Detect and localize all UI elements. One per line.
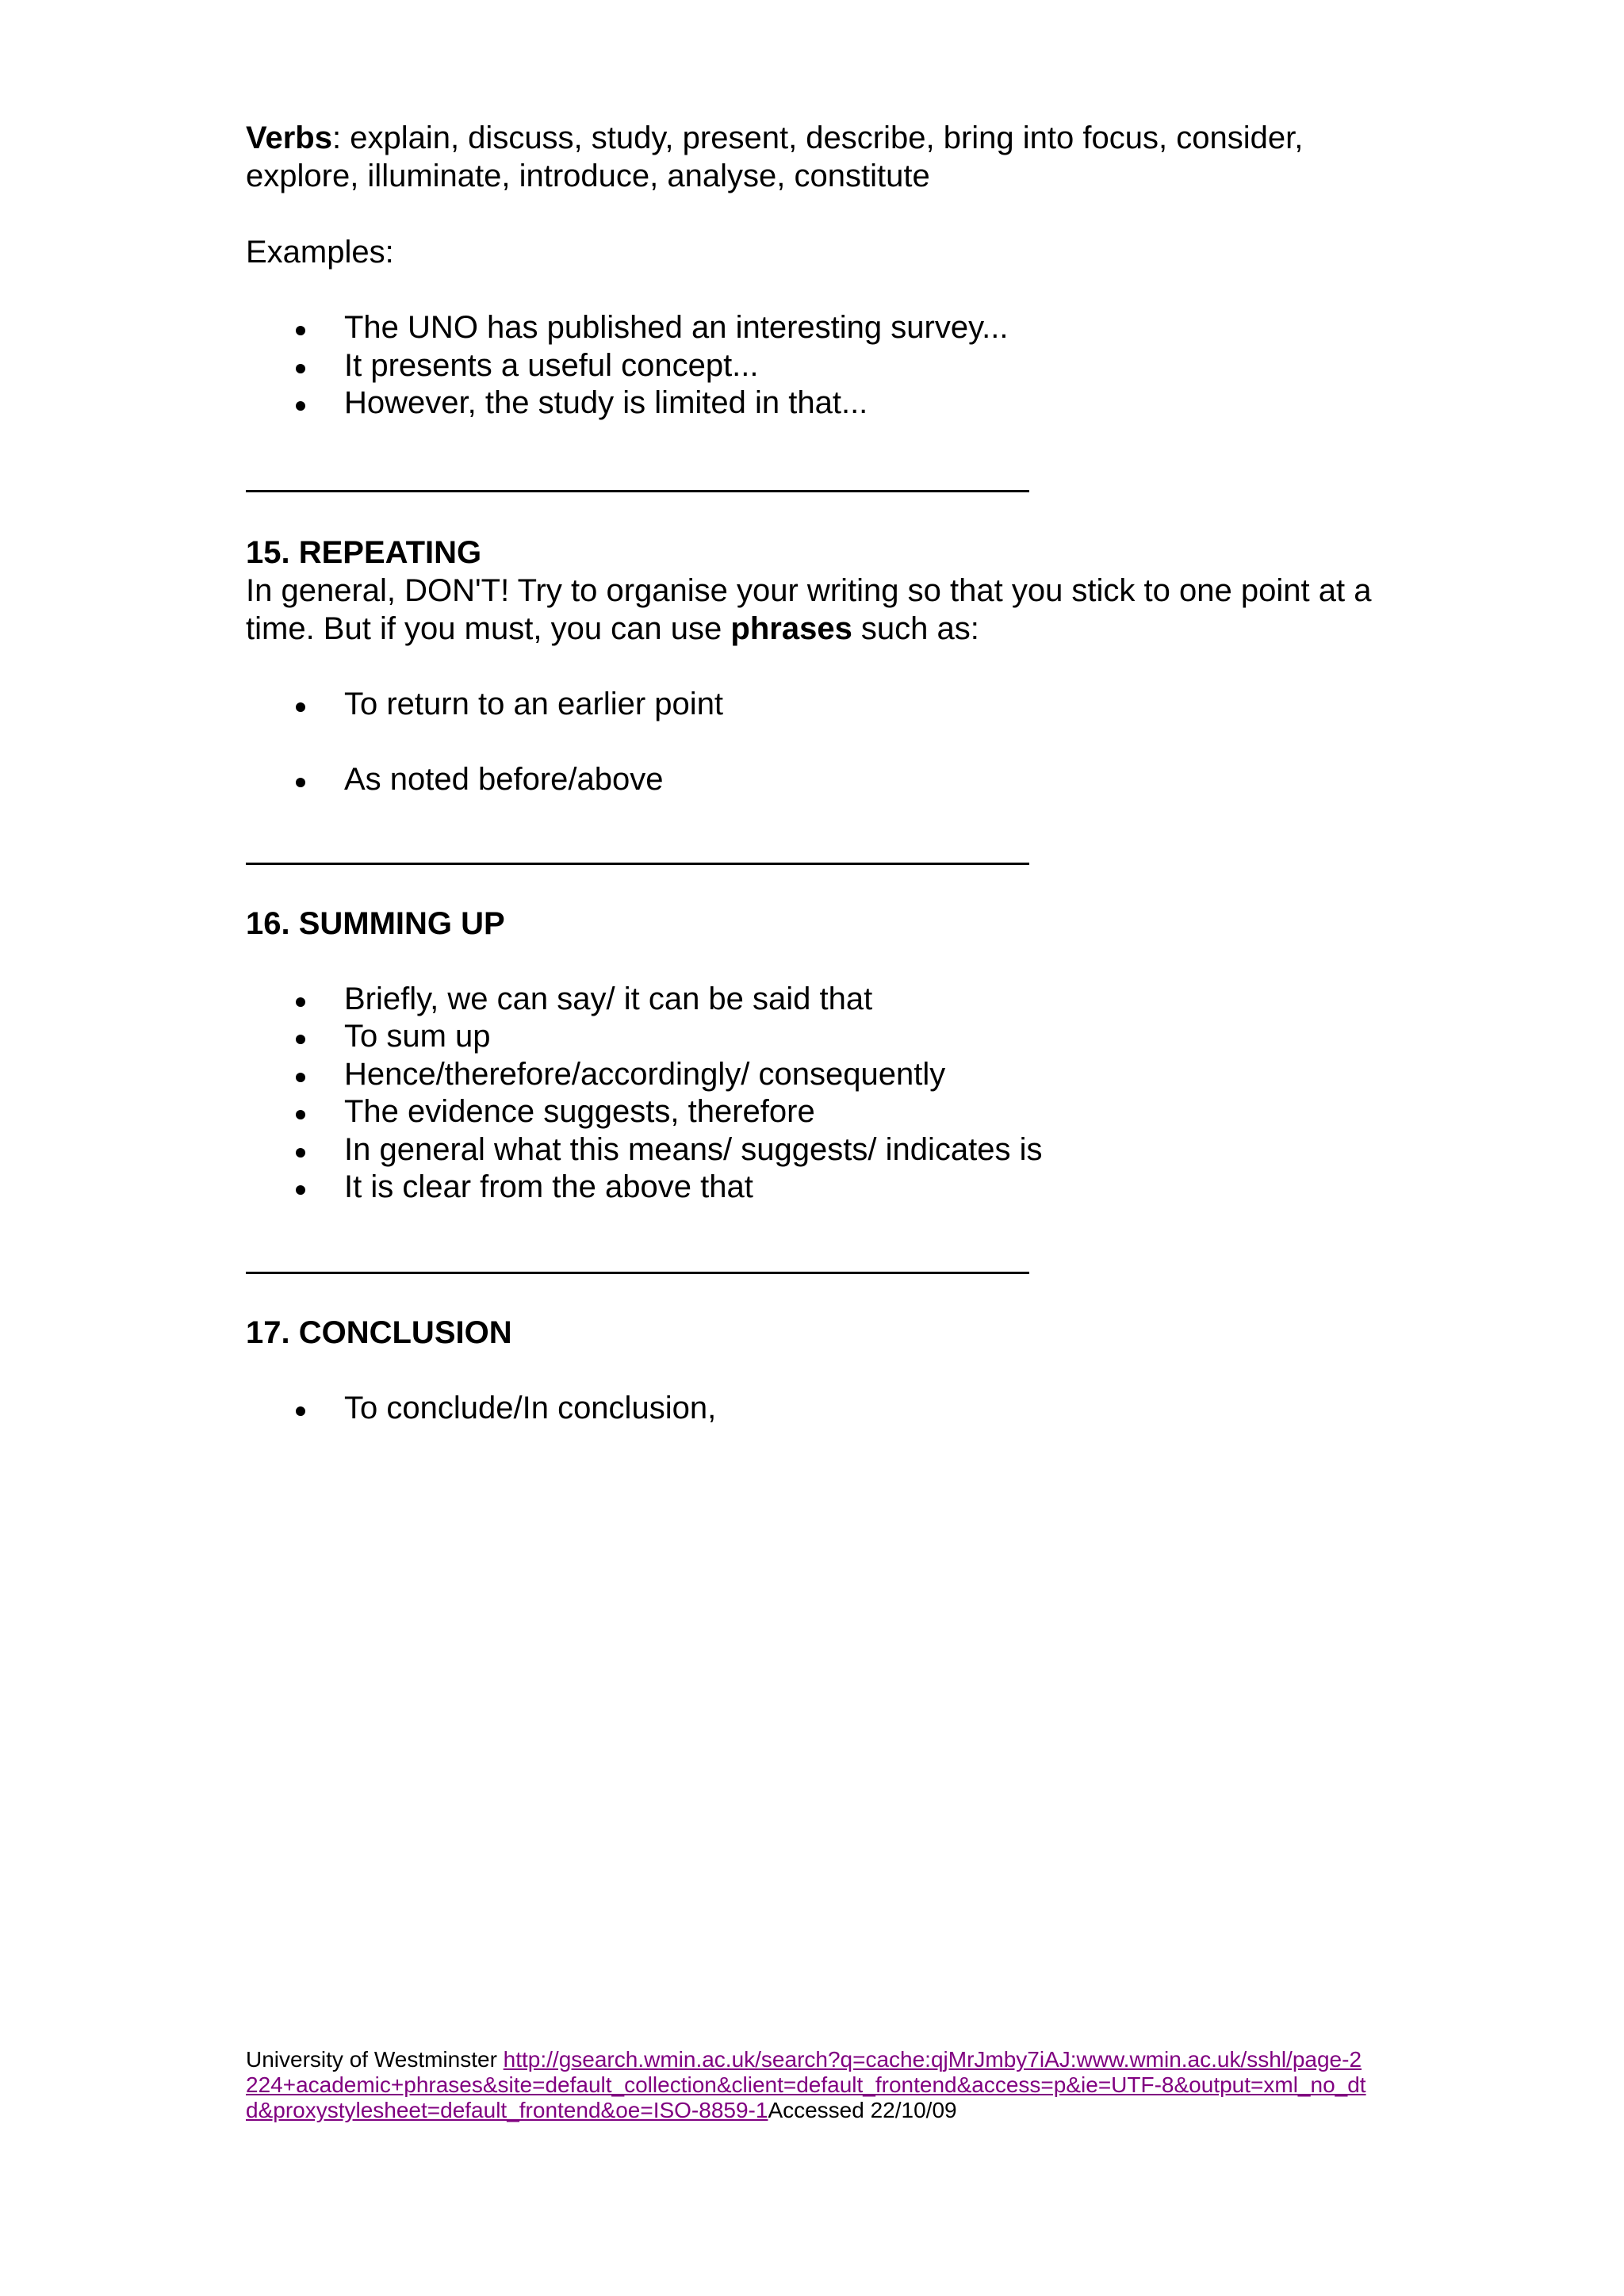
- verbs-text: : explain, discuss, study, present, describe, bring into focus, consider, explore, illuminate, introduce, analyse, constitute: [246, 121, 1304, 193]
- list-item: To conclude/In conclusion,: [246, 1390, 1388, 1428]
- section-heading-conclusion: 17. CONCLUSION: [246, 1314, 512, 1350]
- bullet-icon: [296, 778, 305, 787]
- list-item: As noted before/above: [246, 761, 1388, 799]
- section-heading-summing-up: 16. SUMMING UP: [246, 905, 505, 941]
- list-item: To return to an earlier point: [246, 686, 1388, 724]
- bullet-icon: [296, 401, 305, 411]
- examples-label: Examples:: [246, 235, 394, 270]
- verbs-paragraph: [246, 119, 1388, 195]
- footer-source: University of Westminster: [246, 2047, 504, 2072]
- bullet-icon: [296, 326, 305, 335]
- source-link[interactable]: http://gsearch.wmin.ac.uk/search?q=cache:qjMrJmby7iAJ:www.wmin.ac.uk/sshl/page-2224+academic+phrases&site=default_collection&client=default_frontend&access=p&ie=UTF-8&output=xml_no_dtd&proxystylesheet=default_frontend&oe=ISO-8859-1: [246, 2047, 1366, 2122]
- bullet-icon: [296, 702, 305, 712]
- bullet-icon: [296, 1110, 305, 1119]
- summing-up-list: [246, 981, 1388, 1207]
- list-item: The UNO has published an interesting survey...: [246, 309, 1388, 347]
- phrases-bold-word: phrases: [730, 610, 852, 646]
- list-item: The evidence suggests, therefore: [246, 1093, 1388, 1131]
- list-item: In general what this means/ suggests/ indicates is: [246, 1131, 1388, 1169]
- repeating-list: [246, 686, 1388, 799]
- list-item: However, the study is limited in that...: [246, 385, 1388, 423]
- list-item: It presents a useful concept...: [246, 347, 1388, 385]
- list-item: Briefly, we can say/ it can be said that: [246, 981, 1388, 1019]
- bullet-icon: [296, 1406, 305, 1416]
- list-item: It is clear from the above that: [246, 1169, 1388, 1207]
- verbs-label: Verbs: [246, 121, 332, 155]
- list-item: To sum up: [246, 1018, 1388, 1056]
- bullet-icon: [296, 1035, 305, 1044]
- bullet-icon: [296, 1148, 305, 1158]
- examples-list: [246, 309, 1388, 423]
- bullet-icon: [296, 997, 305, 1007]
- conclusion-list: [246, 1390, 1388, 1428]
- section-heading-repeating: 15. REPEATING: [246, 534, 482, 570]
- list-item: Hence/therefore/accordingly/ consequently: [246, 1056, 1388, 1094]
- document-page: [246, 119, 1388, 1427]
- bullet-icon: [296, 1073, 305, 1082]
- bullet-icon: [296, 364, 305, 373]
- page-footer: [246, 2047, 1372, 2123]
- bullet-icon: [296, 1185, 305, 1195]
- repeating-paragraph: In general, DON'T! Try to organise your writing so that you stick to one point at a time. But if you must, you can use phrases such as:: [246, 572, 1372, 646]
- footer-accessed: Accessed 22/10/09: [768, 2098, 957, 2122]
